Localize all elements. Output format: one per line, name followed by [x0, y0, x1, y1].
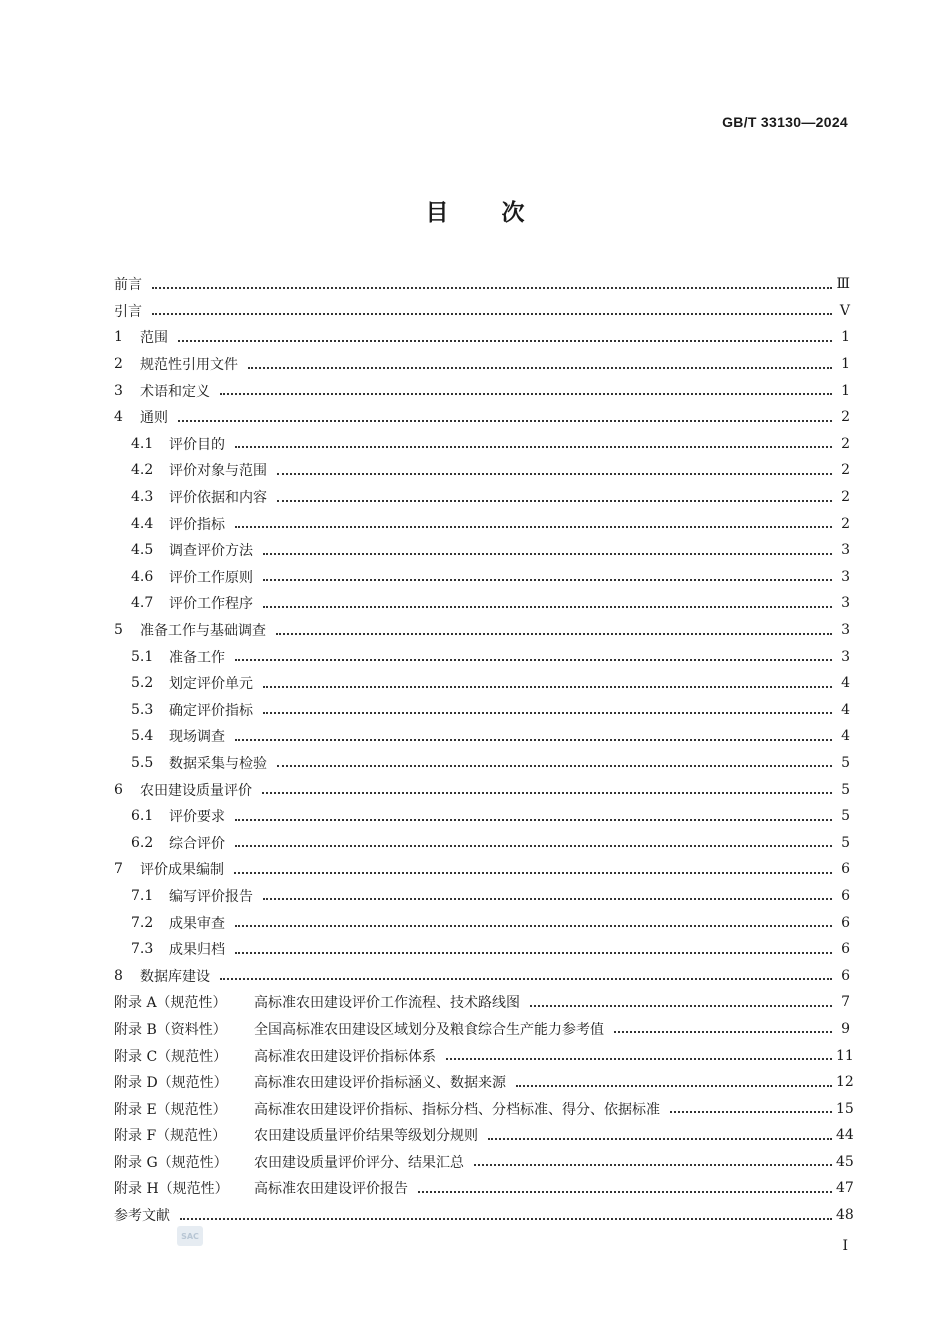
dot-leader [235, 951, 832, 954]
toc-entry-number: 6 [114, 781, 123, 798]
toc-entry-label: 高标准农田建设评价指标、指标分档、分档标准、得分、依据标准 [254, 1101, 660, 1118]
dot-leader [262, 791, 832, 794]
toc-entry[interactable] [114, 537, 850, 564]
toc-entry-number: 4 [114, 409, 123, 426]
toc-entry-label: 高标准农田建设评价指标体系 [254, 1048, 436, 1065]
toc-entry-page: 2 [841, 462, 850, 479]
toc-entry-label: 评价工作程序 [169, 596, 253, 613]
dot-leader [277, 499, 832, 502]
toc-entry-label: 高标准农田建设评价工作流程、技术路线图 [254, 995, 520, 1012]
toc-entry[interactable] [114, 670, 850, 697]
dot-leader [235, 844, 832, 847]
dot-leader [488, 1137, 832, 1140]
toc-entry-page: 4 [841, 701, 850, 718]
title-char: 目 [425, 200, 449, 226]
toc-entry[interactable] [114, 856, 850, 883]
toc-entry-page: 2 [841, 515, 850, 532]
dot-leader [418, 1190, 832, 1193]
toc-entry-label: 评价要求 [169, 809, 225, 826]
toc-entry-label: 农田建设质量评价 [140, 782, 252, 799]
toc-entry-page: 11 [836, 1047, 854, 1064]
toc-entry-number: 附录 F（规范性） [114, 1128, 227, 1145]
dot-leader [277, 472, 832, 475]
toc-entry-page: 9 [841, 1020, 850, 1037]
toc-entry-number: 8 [114, 967, 123, 984]
dot-leader [263, 897, 832, 900]
dot-leader [263, 605, 832, 608]
toc-entry-label: 现场调查 [169, 729, 225, 746]
toc-entry-label: 高标准农田建设评价报告 [254, 1181, 408, 1198]
toc-entry-label: 参考文献 [114, 1208, 170, 1225]
toc-entry-number: 7.2 [131, 914, 154, 931]
toc-entry-number: 附录 H（规范性） [114, 1181, 229, 1198]
toc-entry-label: 评价成果编制 [140, 862, 224, 879]
dot-leader [263, 685, 832, 688]
dot-leader [235, 924, 832, 927]
toc-entry[interactable] [114, 271, 850, 298]
toc-entry[interactable] [114, 510, 850, 537]
toc-entry-number: 6.1 [131, 808, 154, 825]
toc-entry-number: 7.1 [131, 887, 154, 904]
toc-entry-page: 5 [841, 834, 850, 851]
toc-entry-label: 准备工作与基础调查 [140, 623, 266, 640]
toc-entry-number: 5.1 [131, 648, 154, 665]
toc-entry[interactable] [114, 1202, 854, 1229]
toc-entry-label: 评价工作原则 [169, 569, 253, 586]
toc-entry-number: 4.7 [131, 595, 154, 612]
toc-entry-number: 2 [114, 356, 123, 373]
toc-entry-page: 44 [836, 1127, 854, 1144]
toc-entry-label: 编写评价报告 [169, 888, 253, 905]
dot-leader [234, 871, 832, 874]
toc-entry-page: 6 [841, 861, 850, 878]
toc-entry[interactable] [114, 431, 850, 458]
toc-entry-label: 成果审查 [169, 915, 225, 932]
toc-entry[interactable] [114, 564, 850, 591]
dot-leader [474, 1163, 832, 1166]
toc-entry-page: 4 [841, 675, 850, 692]
toc-entry-page: Ⅴ [839, 302, 850, 319]
dot-leader [235, 658, 832, 661]
dot-leader [235, 818, 832, 821]
toc-entry[interactable] [114, 1149, 854, 1176]
toc-entry-page: 3 [841, 542, 850, 559]
toc-entry[interactable] [114, 829, 850, 856]
toc-entry-number: 5.5 [131, 754, 154, 771]
page-number: I [842, 1238, 848, 1254]
dot-leader [263, 552, 832, 555]
toc-entry[interactable] [114, 883, 850, 910]
toc-entry-page: 45 [836, 1153, 854, 1170]
toc-entry[interactable] [114, 617, 850, 644]
dot-leader [446, 1057, 832, 1060]
toc-entry-number: 4.6 [131, 568, 154, 585]
sac-logo: SAC [177, 1226, 203, 1246]
dot-leader [276, 632, 832, 635]
toc-entry-label: 规范性引用文件 [140, 357, 238, 374]
toc-entry-number: 5.2 [131, 675, 154, 692]
toc-entry[interactable] [114, 1122, 854, 1149]
dot-leader [152, 286, 832, 289]
toc-entry-label: 评价依据和内容 [169, 490, 267, 507]
page-title [0, 194, 950, 227]
toc-entry[interactable] [114, 1095, 854, 1122]
toc-entry[interactable] [114, 298, 850, 325]
toc-entry-label: 范围 [140, 330, 168, 347]
toc-entry[interactable] [114, 909, 850, 936]
toc-entry[interactable] [114, 404, 850, 431]
toc-entry-number: 5 [114, 622, 123, 639]
toc-entry[interactable] [114, 484, 850, 511]
toc-entry[interactable] [114, 803, 850, 830]
toc-entry[interactable] [114, 697, 850, 724]
toc-entry-page: 1 [841, 329, 850, 346]
toc-entry-number: 附录 G（规范性） [114, 1154, 228, 1171]
toc-entry-page: 2 [841, 409, 850, 426]
toc-entry-number: 5.3 [131, 701, 154, 718]
toc-entry[interactable] [114, 750, 850, 777]
toc-entry[interactable] [114, 776, 850, 803]
dot-leader [263, 578, 832, 581]
dot-leader [235, 738, 832, 741]
standard-code: GB/T 33130—2024 [722, 114, 848, 130]
toc-entry-number: 7 [114, 861, 123, 878]
toc-entry[interactable] [114, 643, 850, 670]
toc-entry-number: 4.4 [131, 515, 154, 532]
toc-entry[interactable] [114, 962, 850, 989]
toc-entry-label: 高标准农田建设评价指标涵义、数据来源 [254, 1075, 506, 1092]
toc-entry-page: 48 [836, 1207, 854, 1224]
toc-entry[interactable] [114, 351, 850, 378]
toc-entry-number: 附录 D（规范性） [114, 1075, 228, 1092]
toc-entry-page: 1 [841, 356, 850, 373]
toc-entry-page: 5 [841, 754, 850, 771]
dot-leader [178, 419, 832, 422]
toc-entry-page: 15 [836, 1100, 854, 1117]
toc-entry[interactable] [114, 1042, 854, 1069]
toc-entry-page: 47 [836, 1180, 854, 1197]
toc-entry-page: 6 [841, 967, 850, 984]
toc-entry-page: Ⅲ [836, 276, 850, 293]
toc-entry-label: 农田建设质量评价评分、结果汇总 [254, 1154, 464, 1171]
dot-leader [263, 711, 832, 714]
toc-entry-label: 准备工作 [169, 649, 225, 666]
toc-entry-label: 评价指标 [169, 516, 225, 533]
title-char: 次 [501, 200, 525, 226]
dot-leader [248, 366, 832, 369]
toc-entry-number: 1 [114, 329, 123, 346]
toc-entry[interactable] [114, 1069, 854, 1096]
toc-entry[interactable] [114, 1175, 854, 1202]
toc-entry-number: 附录 A（规范性） [114, 995, 227, 1012]
toc-entry-label: 数据采集与检验 [169, 755, 267, 772]
toc-entry-number: 4.1 [131, 435, 154, 452]
toc-entry-page: 12 [836, 1074, 854, 1091]
dot-leader [220, 392, 832, 395]
toc-entry[interactable] [114, 1016, 850, 1043]
toc-entry-label: 数据库建设 [140, 968, 210, 985]
toc-entry-page: 2 [841, 489, 850, 506]
toc-entry-label: 前言 [114, 277, 142, 294]
toc-entry-label: 划定评价单元 [169, 676, 253, 693]
toc-entry-label: 引言 [114, 303, 142, 320]
toc-entry-label: 通则 [140, 410, 168, 427]
toc-entry-page: 2 [841, 435, 850, 452]
toc-entry-page: 4 [841, 728, 850, 745]
toc-entry-page: 1 [841, 382, 850, 399]
dot-leader [614, 1030, 832, 1033]
toc-entry-number: 5.4 [131, 728, 154, 745]
toc-entry[interactable] [114, 989, 850, 1016]
dot-leader [180, 1217, 832, 1220]
toc-entry-page: 7 [841, 994, 850, 1011]
toc-entry-page: 3 [841, 595, 850, 612]
dot-leader [235, 525, 832, 528]
dot-leader [235, 445, 832, 448]
toc-entry-number: 4.3 [131, 489, 154, 506]
toc-entry-label: 全国高标准农田建设区域划分及粮食综合生产能力参考值 [254, 1021, 604, 1038]
toc-entry-number: 6.2 [131, 834, 154, 851]
toc-entry[interactable] [114, 723, 850, 750]
dot-leader [670, 1110, 832, 1113]
toc-entry-label: 评价对象与范围 [169, 463, 267, 480]
toc-entry-label: 评价目的 [169, 436, 225, 453]
toc-entry-label: 确定评价指标 [169, 702, 253, 719]
dot-leader [277, 764, 832, 767]
dot-leader [152, 312, 832, 315]
toc-entry-page: 5 [841, 781, 850, 798]
table-of-contents [114, 271, 854, 1228]
toc-entry-label: 综合评价 [169, 835, 225, 852]
toc-entry-page: 5 [841, 808, 850, 825]
toc-entry-number: 附录 E（规范性） [114, 1101, 227, 1118]
toc-entry[interactable] [114, 936, 850, 963]
toc-entry-label: 术语和定义 [140, 383, 210, 400]
toc-entry-label: 农田建设质量评价结果等级划分规则 [254, 1128, 478, 1145]
toc-entry-number: 4.5 [131, 542, 154, 559]
toc-entry[interactable] [114, 377, 850, 404]
toc-entry[interactable] [114, 590, 850, 617]
toc-entry-number: 附录 B（资料性） [114, 1021, 227, 1038]
toc-entry[interactable] [114, 457, 850, 484]
dot-leader [220, 977, 832, 980]
toc-entry[interactable] [114, 324, 850, 351]
toc-entry-number: 附录 C（规范性） [114, 1048, 228, 1065]
toc-entry-label: 成果归档 [169, 942, 225, 959]
toc-entry-page: 6 [841, 887, 850, 904]
toc-entry-page: 6 [841, 941, 850, 958]
dot-leader [178, 339, 832, 342]
toc-entry-label: 调查评价方法 [169, 543, 253, 560]
toc-entry-number: 3 [114, 382, 123, 399]
toc-entry-number: 4.2 [131, 462, 154, 479]
toc-entry-page: 3 [841, 648, 850, 665]
toc-entry-page: 3 [841, 622, 850, 639]
dot-leader [530, 1004, 832, 1007]
toc-entry-page: 6 [841, 914, 850, 931]
toc-entry-number: 7.3 [131, 941, 154, 958]
dot-leader [516, 1084, 832, 1087]
toc-entry-page: 3 [841, 568, 850, 585]
